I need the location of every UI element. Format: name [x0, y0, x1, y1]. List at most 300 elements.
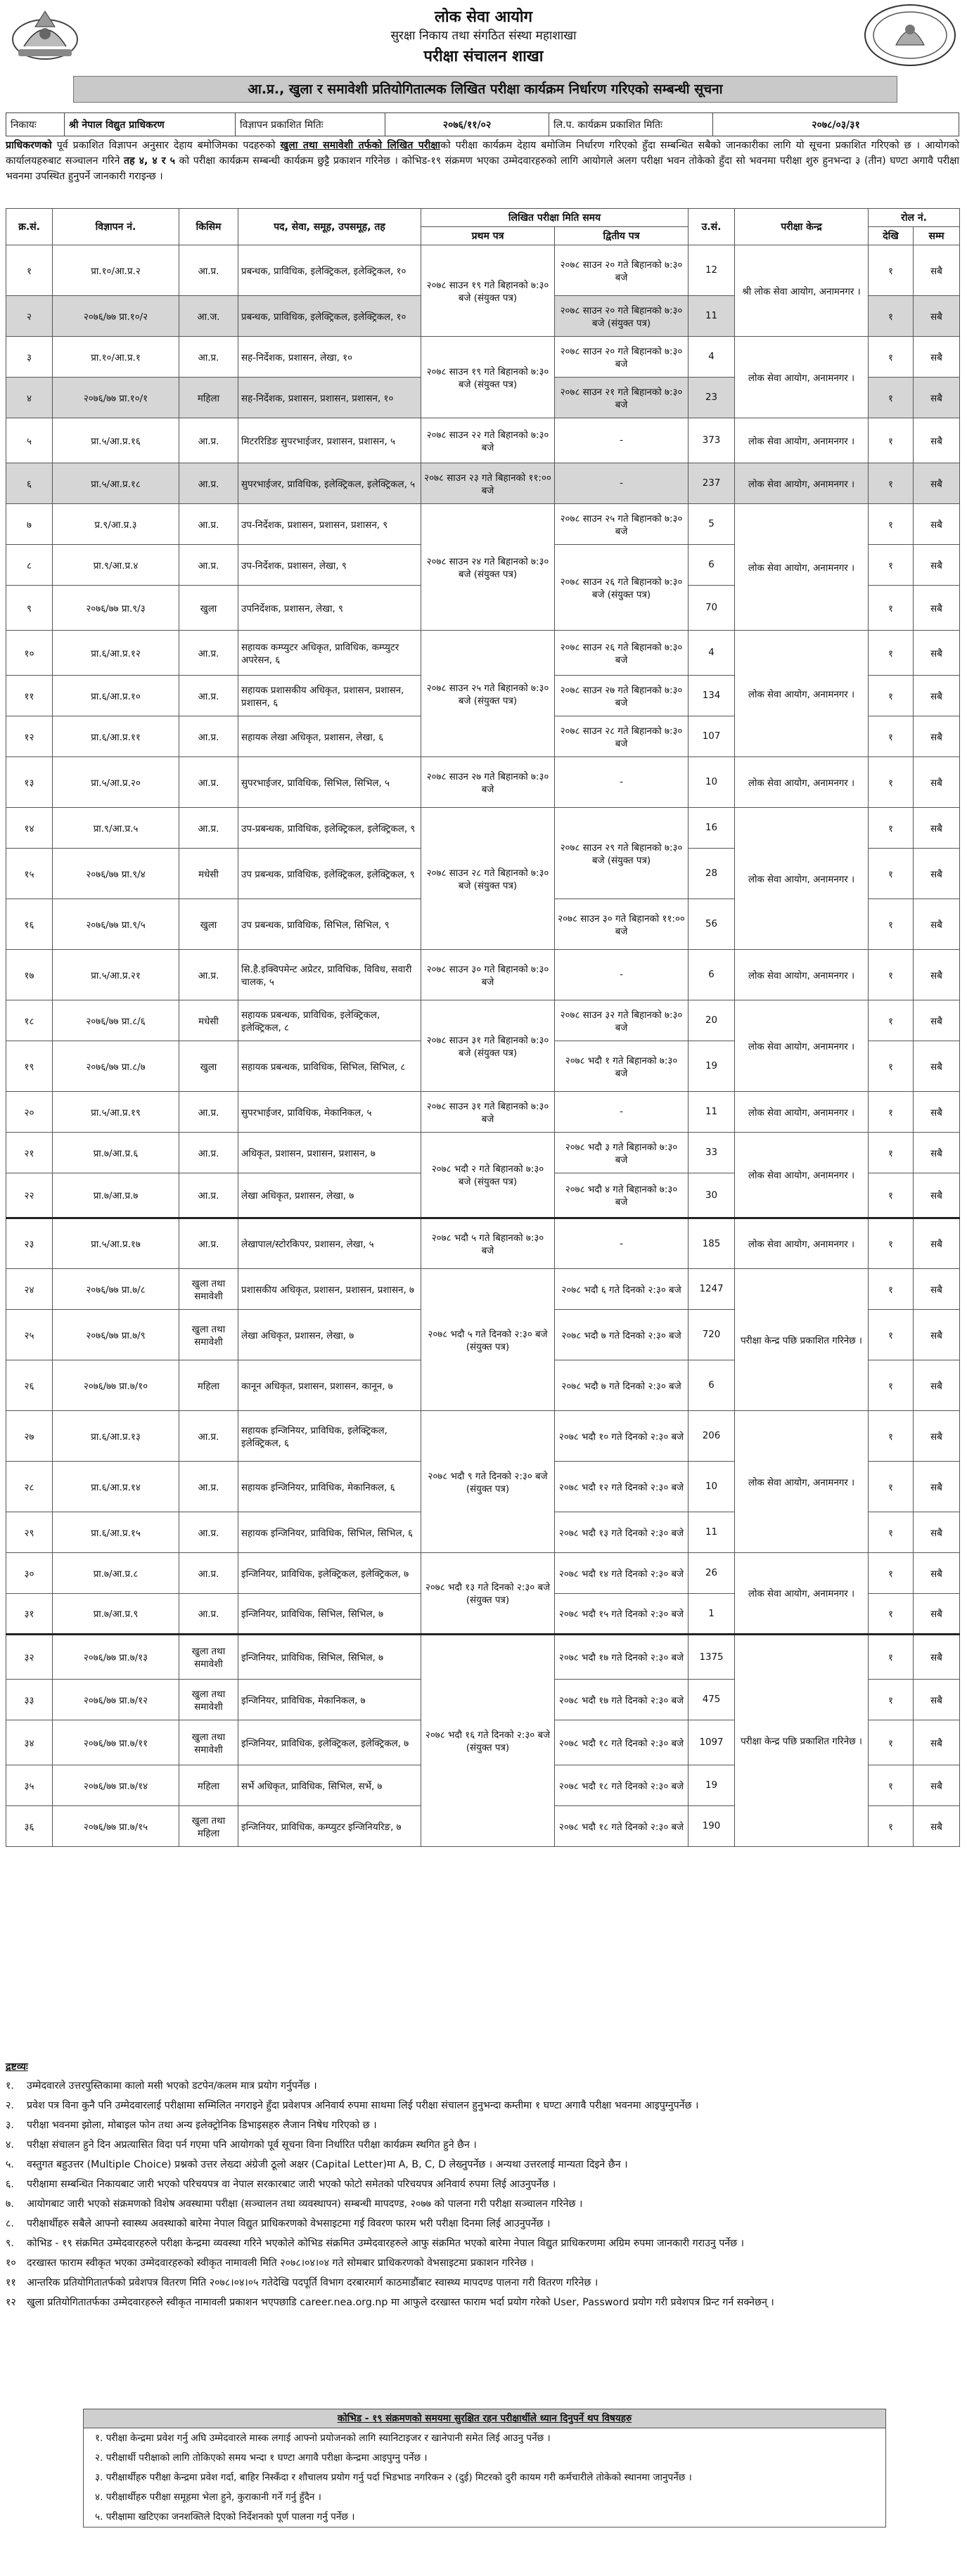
cell-candidates: 20 [689, 1000, 735, 1041]
cell-first-paper: २०७८ भदौ ५ गते बिहानको ७:३० बजे [421, 1218, 555, 1269]
cell-adv: प्रा.५/आ.प्र.१८ [53, 463, 179, 504]
cell-center: लोक सेवा आयोग, अनामनगर । [735, 504, 869, 631]
note-number: ९. [6, 2238, 14, 2249]
cell-roll-to: सबै [914, 1806, 960, 1847]
cell-roll-from: १ [869, 1092, 914, 1133]
table-row [6, 631, 960, 676]
note-number: २. [6, 2100, 14, 2111]
cell-roll-to: सबै [914, 1173, 960, 1218]
table-row [6, 504, 960, 545]
cell-post: सह-निर्देशक, प्रशासन, लेखा, १० [238, 337, 421, 378]
cell-second-paper: - [555, 757, 689, 808]
cell-roll-from: १ [869, 1680, 914, 1720]
cell-post: उप प्रबन्धक, प्राविधिक, इलेक्ट्रिकल, इलेक्ट्रिकल, ९ [238, 849, 421, 899]
cell-adv: प्रा.७/आ.प्र.६ [53, 1133, 179, 1173]
cell-sn: १७ [6, 950, 53, 1000]
cell-roll-from: १ [869, 1512, 914, 1553]
cell-second-paper: २०७८ भदौ १८ गते दिनको २:३० बजे [555, 1720, 689, 1765]
cell-candidates: 16 [689, 808, 735, 849]
cell-roll-from: १ [869, 899, 914, 950]
cell-roll-to: सबै [914, 757, 960, 808]
cell-adv: प्रा.५/आ.प्र.१७ [53, 1218, 179, 1269]
cell-type: आ.प्र. [179, 716, 238, 757]
note-item [6, 2197, 959, 2212]
note-text: परीक्षामा सम्बन्धित निकायबाट जारी भएको परिचयपत्र वा नेपाल सरकारबाट जारी भएको फोटो समेतको परिचयपत्र अनिवार्य रुपमा लिई आउनुपर्नेछ । [27, 2179, 556, 2190]
section-name: परीक्षा संचालन शाखा [423, 48, 544, 65]
cell-candidates: 185 [689, 1218, 735, 1269]
header [0, 0, 967, 70]
cell-sn: ४ [6, 378, 53, 418]
cell-first-paper: २०७८ साउन २२ गते बिहानको ७:३० बजे [421, 418, 555, 463]
cell-post: लेखा अधिकृत, प्रशासन, लेखा, ७ [238, 1173, 421, 1218]
cell-second-paper: २०७८ भदौ १८ गते दिनको २:३० बजे [555, 1806, 689, 1847]
cell-roll-from: १ [869, 245, 914, 296]
cell-candidates: 26 [689, 1553, 735, 1594]
cell-adv: प्रा.५/आ.प्र.२० [53, 757, 179, 808]
table-row [6, 808, 960, 849]
cell-adv: २०७६/७७ प्रा.८/६ [53, 1000, 179, 1041]
note-item [6, 2276, 959, 2291]
cell-post: प्रबन्धक, प्राविधिक, इलेक्ट्रिकल, इलेक्ट्रिकल, १० [238, 245, 421, 296]
cell-candidates: 206 [689, 1411, 735, 1462]
cell-post: उप-निर्देशक, प्रशासन, लेखा, ९ [238, 545, 421, 586]
cell-type: आ.प्र. [179, 1133, 238, 1173]
cell-candidates: 19 [689, 1765, 735, 1806]
cell-roll-to: सबै [914, 586, 960, 631]
cell-candidates: 190 [689, 1806, 735, 1847]
table-row [6, 245, 960, 296]
cell-adv: प्रा.७/आ.प्र.७ [53, 1173, 179, 1218]
table-row [6, 1092, 960, 1133]
cell-sn: २५ [6, 1310, 53, 1360]
cell-adv: प्रा.६/आ.प्र.१२ [53, 631, 179, 676]
cell-adv: २०७६/७७ प्रा.७/९ [53, 1310, 179, 1360]
cell-type: आ.प्र. [179, 1411, 238, 1462]
cell-post: सर्भे अधिकृत, प्राविधिक, सिभिल, सर्भे, ७ [238, 1765, 421, 1806]
cell-center: लोक सेवा आयोग, अनामनगर । [735, 808, 869, 950]
cell-roll-to: सबै [914, 463, 960, 504]
note-text: आयोगबाट जारी भएको संक्रमणको विशेष अवस्थामा परीक्षा (सञ्चालन तथा व्यवस्थापन) सम्बन्धी मापदण्ड, २०७७ को पालना गरी परीक्षा सञ्चालन गरिनेछ । [27, 2198, 583, 2210]
cell-candidates: 56 [689, 899, 735, 950]
cell-center: लोक सेवा आयोग, अनामनगर । [735, 1000, 869, 1092]
cell-sn: १२ [6, 716, 53, 757]
table-row [6, 1218, 960, 1269]
cell-second-paper: २०७८ साउन २८ गते बिहानको ७:३० बजे [555, 716, 689, 757]
note-text: परीक्षा संचालन हुने दिन अप्रत्यासित विदा पर्न गएमा पनि आयोगको पूर्व सूचना विना निर्धारित परीक्षा कार्यक्रम स्थगित हुने छैन । [27, 2139, 477, 2151]
cell-candidates: 1 [689, 1594, 735, 1635]
cell-post: प्रशासकीय अधिकृत, प्रशासन, प्रशासन, प्रशासन, ७ [238, 1269, 421, 1310]
covid-item: २. परीक्षार्थी परीक्षाको लागि तोकिएको समय भन्दा १ घण्टा अगावै परीक्षा केन्द्रमा आइपुग्नु पर्नेछ । [95, 2452, 428, 2464]
note-number: १० [6, 2258, 16, 2269]
cell-roll-to: सबै [914, 1000, 960, 1041]
cell-post: उप-प्रबन्धक, प्राविधिक, इलेक्ट्रिकल, इलेक्ट्रिकल, ९ [238, 808, 421, 849]
cell-sn: ८ [6, 545, 53, 586]
cell-first-paper: २०७८ भदौ १६ गते दिनको २:३० बजे (संयुक्त पत्र) [421, 1635, 555, 1847]
cell-type: आ.प्र. [179, 631, 238, 676]
cell-roll-to: सबै [914, 849, 960, 899]
cell-type: खुला [179, 899, 238, 950]
cell-roll-to: सबै [914, 296, 960, 337]
note-item [6, 2079, 959, 2094]
col-post: पद, सेवा, समूह, उपसमूह, तह [238, 209, 421, 245]
cell-type: आ.प्र. [179, 1092, 238, 1133]
cell-second-paper: २०७८ साउन ३० गते बिहानको ११:०० बजे [555, 899, 689, 950]
cell-candidates: 720 [689, 1310, 735, 1360]
cell-second-paper: - [555, 1092, 689, 1133]
cell-first-paper: २०७८ भदौ ५ गते दिनको २:३० बजे (संयुक्त पत्र) [421, 1269, 555, 1411]
cell-post: सुपरभाईजर, प्राविधिक, सिभिल, सिभिल, ५ [238, 757, 421, 808]
note-number: ८. [6, 2218, 14, 2229]
cell-roll-from: १ [869, 504, 914, 545]
cell-sn: ३३ [6, 1680, 53, 1720]
cell-roll-from: १ [869, 1310, 914, 1360]
cell-center: लोक सेवा आयोग, अनामनगर । [735, 1133, 869, 1218]
cell-sn: ५ [6, 418, 53, 463]
cell-roll-from: १ [869, 296, 914, 337]
note-item [6, 2158, 959, 2172]
cell-roll-to: सबै [914, 808, 960, 849]
note-number: ७. [6, 2198, 14, 2210]
cell-roll-from: १ [869, 337, 914, 378]
notes-heading: द्रष्टव्यः [6, 2061, 28, 2073]
cell-candidates: 373 [689, 418, 735, 463]
cell-roll-from: १ [869, 1218, 914, 1269]
cell-second-paper: २०७८ भदौ ३ गते बिहानको ७:३० बजे [555, 1133, 689, 1173]
covid-box [83, 2409, 886, 2527]
cell-type: आ.प्र. [179, 418, 238, 463]
cell-center: लोक सेवा आयोग, अनामनगर । [735, 463, 869, 504]
cell-adv: प्रा.१०/आ.प्र.१ [53, 337, 179, 378]
cell-sn: ३१ [6, 1594, 53, 1635]
note-number: ११ [6, 2277, 16, 2288]
cell-first-paper: २०७८ साउन १९ गते बिहानको ७:३० बजे (संयुक्त पत्र) [421, 337, 555, 418]
cell-roll-to: सबै [914, 1635, 960, 1680]
cell-roll-from: १ [869, 463, 914, 504]
cell-post: सहायक प्रशासकीय अधिकृत, प्रशासन, प्रशासन, प्रशासन, ६ [238, 676, 421, 716]
table-row [6, 1000, 960, 1041]
cell-post: सुपरभाईजर, प्राविधिक, इलेक्ट्रिकल, इलेक्ट्रिकल, ५ [238, 463, 421, 504]
cell-candidates: 4 [689, 337, 735, 378]
table-row [6, 1553, 960, 1594]
cell-roll-to: सबै [914, 1218, 960, 1269]
cell-adv: २०७६/७७ प्रा.९/३ [53, 586, 179, 631]
cell-adv: प्रा.७/आ.प्र.९ [53, 1594, 179, 1635]
cell-type: आ.प्र. [179, 545, 238, 586]
cell-second-paper: - [555, 1218, 689, 1269]
cell-center: श्री लोक सेवा आयोग, अनामनगर । [735, 245, 869, 337]
cell-roll-to: सबै [914, 1041, 960, 1092]
table-row [6, 1635, 960, 1680]
schedule-table [6, 208, 960, 1847]
cell-type: महिला [179, 1360, 238, 1411]
note-number: ५. [6, 2159, 14, 2170]
table-row [6, 418, 960, 463]
cell-candidates: 6 [689, 545, 735, 586]
cell-sn: ३२ [6, 1635, 53, 1680]
cell-second-paper: - [555, 463, 689, 504]
cell-type: आ.प्र. [179, 504, 238, 545]
cell-first-paper: २०७८ भदौ २ गते बिहानको ७:३० बजे (संयुक्त पत्र) [421, 1133, 555, 1218]
cell-second-paper: २०७८ साउन २९ गते बिहानको ७:३० बजे (संयुक्त पत्र) [555, 808, 689, 899]
prog-date-value: २०७८/०३/३१ [713, 113, 959, 136]
cell-candidates: 11 [689, 1512, 735, 1553]
cell-candidates: 6 [689, 1360, 735, 1411]
cell-sn: १८ [6, 1000, 53, 1041]
cell-roll-to: सबै [914, 1310, 960, 1360]
cell-candidates: 107 [689, 716, 735, 757]
cell-sn: १५ [6, 849, 53, 899]
col-candidates: उ.सं. [689, 209, 735, 245]
cell-candidates: 6 [689, 950, 735, 1000]
cell-second-paper: २०७८ साउन २६ गते बिहानको ७:३० बजे [555, 631, 689, 676]
cell-roll-to: सबै [914, 1765, 960, 1806]
cell-sn: ९ [6, 586, 53, 631]
intro-underlined: खुला तथा समावेशी तर्फको लिखित परीक्षा [280, 140, 441, 151]
cell-center: लोक सेवा आयोग, अनामनगर । [735, 418, 869, 463]
note-item [6, 2295, 959, 2310]
intro-lead: प्राधिकरणको [6, 140, 52, 151]
prog-date-label: लि.प. कार्यक्रम प्रकाशित मितिः [549, 113, 713, 136]
cell-adv: २०७६/७७ प्रा.७/१३ [53, 1635, 179, 1680]
cell-candidates: 28 [689, 849, 735, 899]
cell-type: आ.प्र. [179, 676, 238, 716]
cell-roll-to: सबै [914, 1092, 960, 1133]
cell-candidates: 1097 [689, 1720, 735, 1765]
cell-post: इन्जिनियर, प्राविधिक, मेकानिकल, ७ [238, 1680, 421, 1720]
cell-adv: प्रा.६/आ.प्र.११ [53, 716, 179, 757]
psc-seal-icon [862, 3, 958, 67]
table-row [6, 757, 960, 808]
cell-type: खुला [179, 1041, 238, 1092]
cell-adv: २०७६/७७ प्रा.७/१० [53, 1360, 179, 1411]
cell-candidates: 134 [689, 676, 735, 716]
cell-adv: २०७६/७७ प्रा.१०/२ [53, 296, 179, 337]
cell-roll-from: १ [869, 418, 914, 463]
cell-center: परीक्षा केन्द्र पछि प्रकाशित गरिनेछ । [735, 1635, 869, 1847]
cell-first-paper: २०७८ साउन २७ गते बिहानको ७:३० बजे [421, 757, 555, 808]
cell-roll-to: सबै [914, 1680, 960, 1720]
col-type: किसिम [179, 209, 238, 245]
note-text: परीक्षार्थीहरु सबैले आफ्नो स्वास्थ्य अवस्थाको बारेमा नेपाल विद्युत प्राधिकरणको वेभसाइटमा गई विवरण फारम भरी परीक्षा दिनमा लिई आउनुपर्नेछ । [27, 2218, 551, 2229]
note-text: उम्मेदवारले उत्तरपुस्तिकामा कालो मसी भएको डटपेन/कलम मात्र प्रयोग गर्नुपर्नेछ । [27, 2080, 317, 2092]
cell-second-paper: २०७८ भदौ ४ गते बिहानको ७:३० बजे [555, 1173, 689, 1218]
cell-roll-from: १ [869, 1411, 914, 1462]
note-text: खुला प्रतियोगितातर्फका उम्मेदवारहरुले स्वीकृत नामावली प्रकाशन भएपछाडि career.nea.org.np मा आफुले दरखास्त फाराम भर्दा प्रयोग गरेको User, Password प्रयोग गरी प्रवेशपत्र प्रिन्ट गर्न सक्नेछन् । [27, 2297, 774, 2308]
cell-post: उप-निर्देशक, प्रशासन, प्रशासन, प्रशासन, ९ [238, 504, 421, 545]
cell-first-paper: २०७८ साउन ३० गते बिहानको ७:३० बजे [421, 950, 555, 1000]
cell-sn: २० [6, 1092, 53, 1133]
org-subtitle: सुरक्षा निकाय तथा संगठित संस्था महाशाखा [390, 29, 577, 43]
cell-adv: २०७६/७७ प्रा.८/७ [53, 1041, 179, 1092]
cell-sn: २१ [6, 1133, 53, 1173]
cell-sn: १० [6, 631, 53, 676]
cell-second-paper: २०७८ साउन २७ गते बिहानको ७:३० बजे [555, 676, 689, 716]
notice-title: आ.प्र., खुला र समावेशी प्रतियोगितात्मक लिखित परीक्षा कार्यक्रम निर्धारण गरिएको सम्बन्धी सूचना [73, 76, 897, 103]
col-exam-time: लिखित परीक्षा मिति समय [421, 209, 689, 227]
cell-type: खुला [179, 586, 238, 631]
cell-post: उप प्रबन्धक, प्राविधिक, सिभिल, सिभिल, ९ [238, 899, 421, 950]
cell-first-paper: २०७८ साउन १९ गते बिहानको ७:३० बजे (संयुक्त पत्र) [421, 245, 555, 337]
cell-roll-to: सबै [914, 545, 960, 586]
cell-roll-to: सबै [914, 245, 960, 296]
cell-second-paper: २०७८ भदौ १० गते दिनको २:३० बजे [555, 1411, 689, 1462]
note-text: दरखास्त फाराम स्वीकृत भएका उम्मेदवारहरुको स्वीकृत नामावली मिति २०७८।०४।०४ गते सोमबार प्राधिकरणको वेभसाइटमा प्रकाशन गरिनेछ । [27, 2258, 534, 2269]
note-item [6, 2177, 959, 2192]
cell-second-paper: २०७८ साउन २० गते बिहानको ७:३० बजे (संयुक्त पत्र) [555, 296, 689, 337]
cell-sn: २६ [6, 1360, 53, 1411]
cell-candidates: 1247 [689, 1269, 735, 1310]
cell-type: आ.प्र. [179, 463, 238, 504]
cell-type: आ.प्र. [179, 1462, 238, 1512]
cell-roll-from: १ [869, 1635, 914, 1680]
cell-roll-from: १ [869, 1720, 914, 1765]
cell-candidates: 33 [689, 1133, 735, 1173]
cell-type: खुला तथा महिला [179, 1806, 238, 1847]
cell-adv: प्रा.६/आ.प्र.१४ [53, 1462, 179, 1512]
cell-second-paper: २०७८ साउन २६ गते बिहानको ७:३० बजे (संयुक्त पत्र) [555, 545, 689, 631]
note-number: ३. [6, 2120, 14, 2131]
cell-candidates: 10 [689, 1462, 735, 1512]
cell-post: इन्जिनियर, प्राविधिक, कम्प्युटर इन्जिनियरिङ, ७ [238, 1806, 421, 1847]
note-item [6, 2099, 959, 2113]
cell-adv: प्रा.५/आ.प्र.२१ [53, 950, 179, 1000]
cell-adv: प्रा.९/आ.प्र.५ [53, 808, 179, 849]
cell-roll-from: १ [869, 1594, 914, 1635]
cell-roll-from: १ [869, 1133, 914, 1173]
cell-roll-from: १ [869, 1806, 914, 1847]
schedule-body [6, 245, 960, 1847]
cell-adv: प्रा.९/आ.प्र.४ [53, 545, 179, 586]
cell-post: सि.है.इक्विपमेन्ट अप्रेटर, प्राविधिक, विविध, सवारी चालक, ५ [238, 950, 421, 1000]
cell-type: आ.प्र. [179, 808, 238, 849]
cell-adv: २०७६/७७ प्रा.७/१२ [53, 1680, 179, 1720]
cell-type: मधेसी [179, 1000, 238, 1041]
table-row [6, 1411, 960, 1462]
cell-type: आ.प्र. [179, 757, 238, 808]
intro-part2: को परीक्षा कार्यक्रम देहाय बमोजिम निर्धारण गरिएको हुँदा सम्बन्धित सबैको जानकारीका लागि यो सूचना प्रकाशित गरिएको छ । आयोगको कार्यालयहरुबाट सञ्चालन गरिने [6, 140, 959, 167]
cell-roll-to: सबै [914, 1594, 960, 1635]
cell-type: खुला तथा समावेशी [179, 1680, 238, 1720]
cell-second-paper: २०७८ भदौ १ गते बिहानको ७:३० बजे [555, 1041, 689, 1092]
cell-sn: २८ [6, 1462, 53, 1512]
cell-adv: प्रा.६/आ.प्र.१५ [53, 1512, 179, 1553]
cell-post: प्रबन्धक, प्राविधिक, इलेक्ट्रिकल, इलेक्ट्रिकल, १० [238, 296, 421, 337]
note-number: १. [6, 2080, 14, 2092]
cell-adv: २०७६/७७ प्रा.९/४ [53, 849, 179, 899]
cell-roll-to: सबै [914, 1720, 960, 1765]
cell-post: इन्जिनियर, प्राविधिक, इलेक्ट्रिकल, इलेक्ट्रिकल, ७ [238, 1553, 421, 1594]
cell-sn: १४ [6, 808, 53, 849]
covid-item: ३. परीक्षार्थीहरु परीक्षा केन्द्रमा प्रवेश गर्दा, बाहिर निस्कँदा र शौचालय प्रयोग गर्नु पर्दा भिडभाड नगरिकन २ (दुई) मिटरको दुरी कायम गरी कर्मचारीले तोकेको स्थानमा जानुपर्नेछ । [95, 2472, 692, 2483]
cell-adv: प्रा.६/आ.प्र.१३ [53, 1411, 179, 1462]
note-item [6, 2236, 959, 2251]
cell-second-paper: - [555, 950, 689, 1000]
cell-roll-from: १ [869, 1269, 914, 1310]
col-roll: रोल नं. [869, 209, 960, 227]
cell-roll-from: १ [869, 808, 914, 849]
cell-sn: ३६ [6, 1806, 53, 1847]
cell-post: सहायक इन्जिनियर, प्राविधिक, इलेक्ट्रिकल, इलेक्ट्रिकल, ६ [238, 1411, 421, 1462]
cell-sn: २ [6, 296, 53, 337]
notes-list [6, 2079, 959, 2310]
covid-heading: कोभिड - १९ संक्रमणको समयमा सुरक्षित रहन परीक्षार्थीले ध्यान दिनुपर्ने थप विषयहरु [84, 2409, 885, 2428]
cell-candidates: 11 [689, 1092, 735, 1133]
cell-roll-to: सबै [914, 676, 960, 716]
cell-roll-to: सबै [914, 337, 960, 378]
col-center: परीक्षा केन्द्र [735, 209, 869, 245]
cell-roll-from: १ [869, 1173, 914, 1218]
cell-first-paper: २०७८ साउन २४ गते बिहानको ७:३० बजे (संयुक्त पत्र) [421, 504, 555, 631]
body-value: श्री नेपाल विद्युत प्राधिकरण [65, 113, 236, 136]
cell-center: लोक सेवा आयोग, अनामनगर । [735, 1092, 869, 1133]
cell-roll-to: सबै [914, 1411, 960, 1462]
cell-center: लोक सेवा आयोग, अनामनगर । [735, 631, 869, 757]
cell-candidates: 5 [689, 504, 735, 545]
cell-roll-to: सबै [914, 716, 960, 757]
cell-first-paper: २०७८ साउन २८ गते बिहानको ७:३० बजे (संयुक्त पत्र) [421, 808, 555, 950]
cell-adv: २०७६/७७ प्रा.७/११ [53, 1720, 179, 1765]
adv-date-label: विज्ञापन प्रकाशित मितिः [236, 113, 385, 136]
cell-roll-from: १ [869, 1000, 914, 1041]
cell-first-paper: २०७८ साउन ३१ गते बिहानको ७:३० बजे (संयुक्त पत्र) [421, 1000, 555, 1092]
cell-post: सुपरभाईजर, प्राविधिक, मेकानिकल, ५ [238, 1092, 421, 1133]
cell-post: इन्जिनियर, प्राविधिक, इलेक्ट्रिकल, इलेक्ट्रिकल, ७ [238, 1720, 421, 1765]
covid-item: ५. परीक्षामा खटिएका जनशक्तिले दिएको निर्देशनको पूर्ण पालना गर्नु पर्नेछ । [95, 2511, 355, 2523]
cell-second-paper: २०७८ भदौ १८ गते दिनको २:३० बजे [555, 1765, 689, 1806]
cell-sn: ६ [6, 463, 53, 504]
cell-candidates: 10 [689, 757, 735, 808]
cell-post: अधिकृत, प्रशासन, प्रशासन, प्रशासन, ७ [238, 1133, 421, 1173]
cell-type: आ.प्र. [179, 337, 238, 378]
cell-sn: २७ [6, 1411, 53, 1462]
cell-sn: ३ [6, 337, 53, 378]
cell-center: लोक सेवा आयोग, अनामनगर । [735, 1553, 869, 1635]
cell-second-paper: २०७८ साउन २० गते बिहानको ७:३० बजे [555, 245, 689, 296]
note-text: वस्तुगत बहुउत्तर (Multiple Choice) प्रश्नको उत्तर लेख्दा अंग्रेजी ठूलो अक्षर (Capital Letter)मा A, B, C, D लेख्नुपर्नेछ । अन्यथा उत्तरलाई मान्यता दिइने छैन । [27, 2159, 628, 2170]
cell-sn: ११ [6, 676, 53, 716]
meta-table [6, 112, 959, 136]
cell-post: उपनिर्देशक, प्रशासन, लेखा, ९ [238, 586, 421, 631]
cell-candidates: 12 [689, 245, 735, 296]
note-text: परीक्षा भवनमा झोला, मोबाइल फोन तथा अन्य इलेक्ट्रोनिक डिभाइसहरु लैजान निषेध गरिएको छ । [27, 2120, 377, 2131]
cell-type: महिला [179, 378, 238, 418]
cell-type: महिला [179, 1765, 238, 1806]
cell-roll-from: १ [869, 1553, 914, 1594]
body-label: निकायः [6, 113, 65, 136]
cell-first-paper: २०७८ भदौ १३ गते दिनको २:३० बजे (संयुक्त पत्र) [421, 1553, 555, 1635]
cell-roll-to: सबै [914, 1360, 960, 1411]
cell-post: सहायक प्रबन्धक, प्राविधिक, सिभिल, सिभिल, ८ [238, 1041, 421, 1092]
cell-post: लेखा अधिकृत, प्रशासन, लेखा, ७ [238, 1310, 421, 1360]
col-roll-from: देखि [869, 227, 914, 245]
cell-sn: ३५ [6, 1765, 53, 1806]
cell-roll-to: सबै [914, 950, 960, 1000]
cell-post: इन्जिनियर, प्राविधिक, सिभिल, सिभिल, ७ [238, 1594, 421, 1635]
cell-sn: ७ [6, 504, 53, 545]
cell-adv: २०७६/७७ प्रा.१०/१ [53, 378, 179, 418]
cell-candidates: 23 [689, 378, 735, 418]
cell-second-paper: २०७८ भदौ १७ गते दिनको २:३० बजे [555, 1680, 689, 1720]
cell-roll-from: १ [869, 1765, 914, 1806]
table-row [6, 950, 960, 1000]
cell-roll-from: १ [869, 676, 914, 716]
cell-adv: २०७६/७७ प्रा.७/१४ [53, 1765, 179, 1806]
cell-sn: २२ [6, 1173, 53, 1218]
cell-post: सहायक कम्प्युटर अधिकृत, प्राविधिक, कम्प्युटर अपरेसन, ६ [238, 631, 421, 676]
col-adv: विज्ञापन नं. [53, 209, 179, 245]
col-roll-to: सम्म [914, 227, 960, 245]
cell-type: खुला तथा समावेशी [179, 1310, 238, 1360]
